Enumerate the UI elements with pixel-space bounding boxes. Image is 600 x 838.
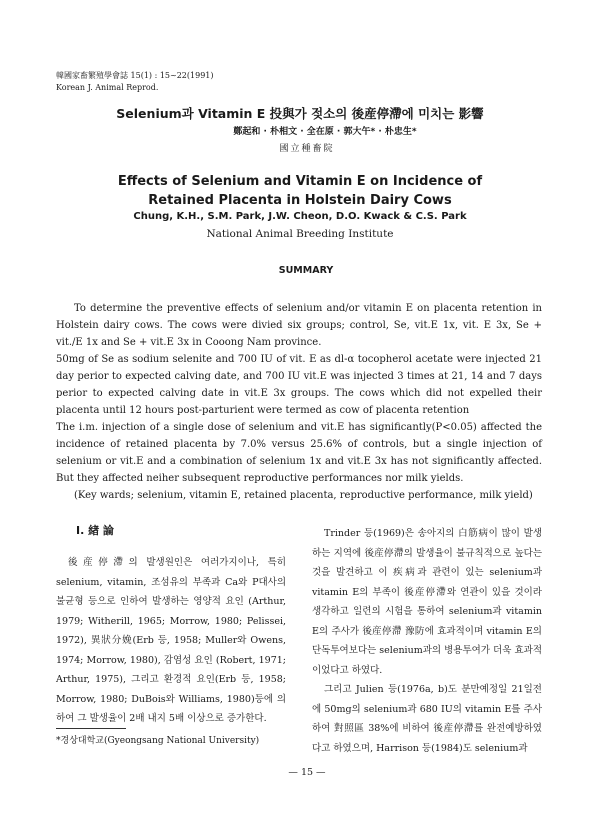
english-title-line-2: Retained Placenta in Holstein Dairy Cows (148, 193, 452, 208)
abstract-paragraph: The i.m. injection of a single dose of selenium and vit.E has significantly(P<0.05) affected the incidence of retained placenta by 7.0% versus 25.6% of controls, but a single injection of selenium or vit.E and a combination of selenium 1x and vit.E 3x has not significantly affected. But they affected neiher subsequent reproductive performances nor milk yields. (56, 422, 542, 484)
korean-authors: 鄭起和 · 朴相文 · 全在原 · 郭大午* · 朴忠生* (233, 127, 417, 137)
abstract-paragraph: 50mg of Se as sodium selenite and 700 IU of vit. E as dl-α tocopherol acetate were injected 21 day perior to expected calving date, and 700 IU vit.E was injected 3 times at 21, 14 and 7 days perior to expected calving date in vit.E 3x groups. The cows which did not expelled their placenta until 12 hours post-parturient were termed as cow of placenta retention (56, 354, 542, 416)
body-paragraph: Trinder 등(1969)은 송아지의 白筋病이 많이 발생하는 지역에 後産停滯의 발생율이 불규칙적으로 높다는 것을 발견하고 이 疾病과 관련이 있는 selenium과 vitamin E의 부족이 後産停滯와 연관이 있을 것이라 생각하고 일련의 시험을 통하여 selenium과 vitamin E의 주사가 後産停滯 豫防에 효과적이며 vitamin E의 단독투여보다는 selenium과의 병용투여가 더욱 효과적이었다고 하였다. (312, 528, 542, 676)
korean-institute: 國立種畜院 (279, 144, 335, 154)
english-title-line-1: Effects of Selenium and Vitamin E on Incidence of (117, 174, 483, 189)
right-column (312, 524, 542, 758)
footnote: *경상대학교(Gyeongsang National University) (56, 736, 260, 746)
body-paragraph: 그리고 Julien 등(1976a, b)도 분만예정일 21일전에 50mg의 selenium과 680 IU의 vitamin E를 주사하여 對照區 38%에 비하여 後産停滯를 완전예방하였다고 하였으며, Harrison 등(1984)도 selenium과 (312, 684, 542, 754)
section-heading: Ⅰ. 緖 論 (76, 524, 114, 537)
english-authors: Chung, K.H., S.M. Park, J.W. Cheon, D.O. Kwack & C.S. Park (133, 211, 467, 222)
keywords: (Key wards; selenium, vitamin E, retained placenta, reproductive performance, milk yield) (74, 490, 533, 501)
english-institute: National Animal Breeding Institute (206, 228, 394, 240)
footnote-rule (56, 728, 126, 729)
summary-heading: SUMMARY (278, 265, 334, 276)
journal-citation-english: Korean J. Animal Reprod. (56, 83, 159, 92)
english-title (0, 172, 600, 210)
left-column (56, 553, 286, 729)
body-paragraph: 後産停滯의 발생원인은 여러가지이나, 특히 selenium, vitamin, 조섬유의 부족과 Ca와 P대사의 불균형 등으로 인하여 발생하는 영양적 요인 (Arthur, 1979; Witherill, 1965; Morrow, 1980; Pelissei, 1972), 異狀分娩(Erb 등, 1958; Muller와 Owens, 1974; Morrow, 1980), 감염성 요인 (Robert, 1971; Arthur, 1975), 그리고 환경적 요인(Erb 등, 1958; Morrow, 1980; DuBois와 Williams, 1980)등에 의하여 그 발생율이 2배 내지 5배 이상으로 증가한다. (56, 557, 286, 724)
abstract-paragraph: To determine the preventive effects of selenium and/or vitamin E on placenta retention in Holstein dairy cows. The cows were divied six groups; control, Se, vit.E 1x, vit. E 3x, Se + vit./E 1x and Se + vit.E 3x in Cooong Nam province. (56, 303, 542, 348)
page-number: — 15 — (288, 767, 326, 778)
abstract (56, 300, 542, 504)
journal-citation (56, 70, 214, 94)
korean-title: Selenium과 Vitamin E 投與가 젖소의 後産停滯에 미치는 影響 (116, 106, 484, 121)
journal-citation-korean: 韓國家畜繁殖學會誌 15(1) : 15~22(1991) (56, 71, 214, 80)
